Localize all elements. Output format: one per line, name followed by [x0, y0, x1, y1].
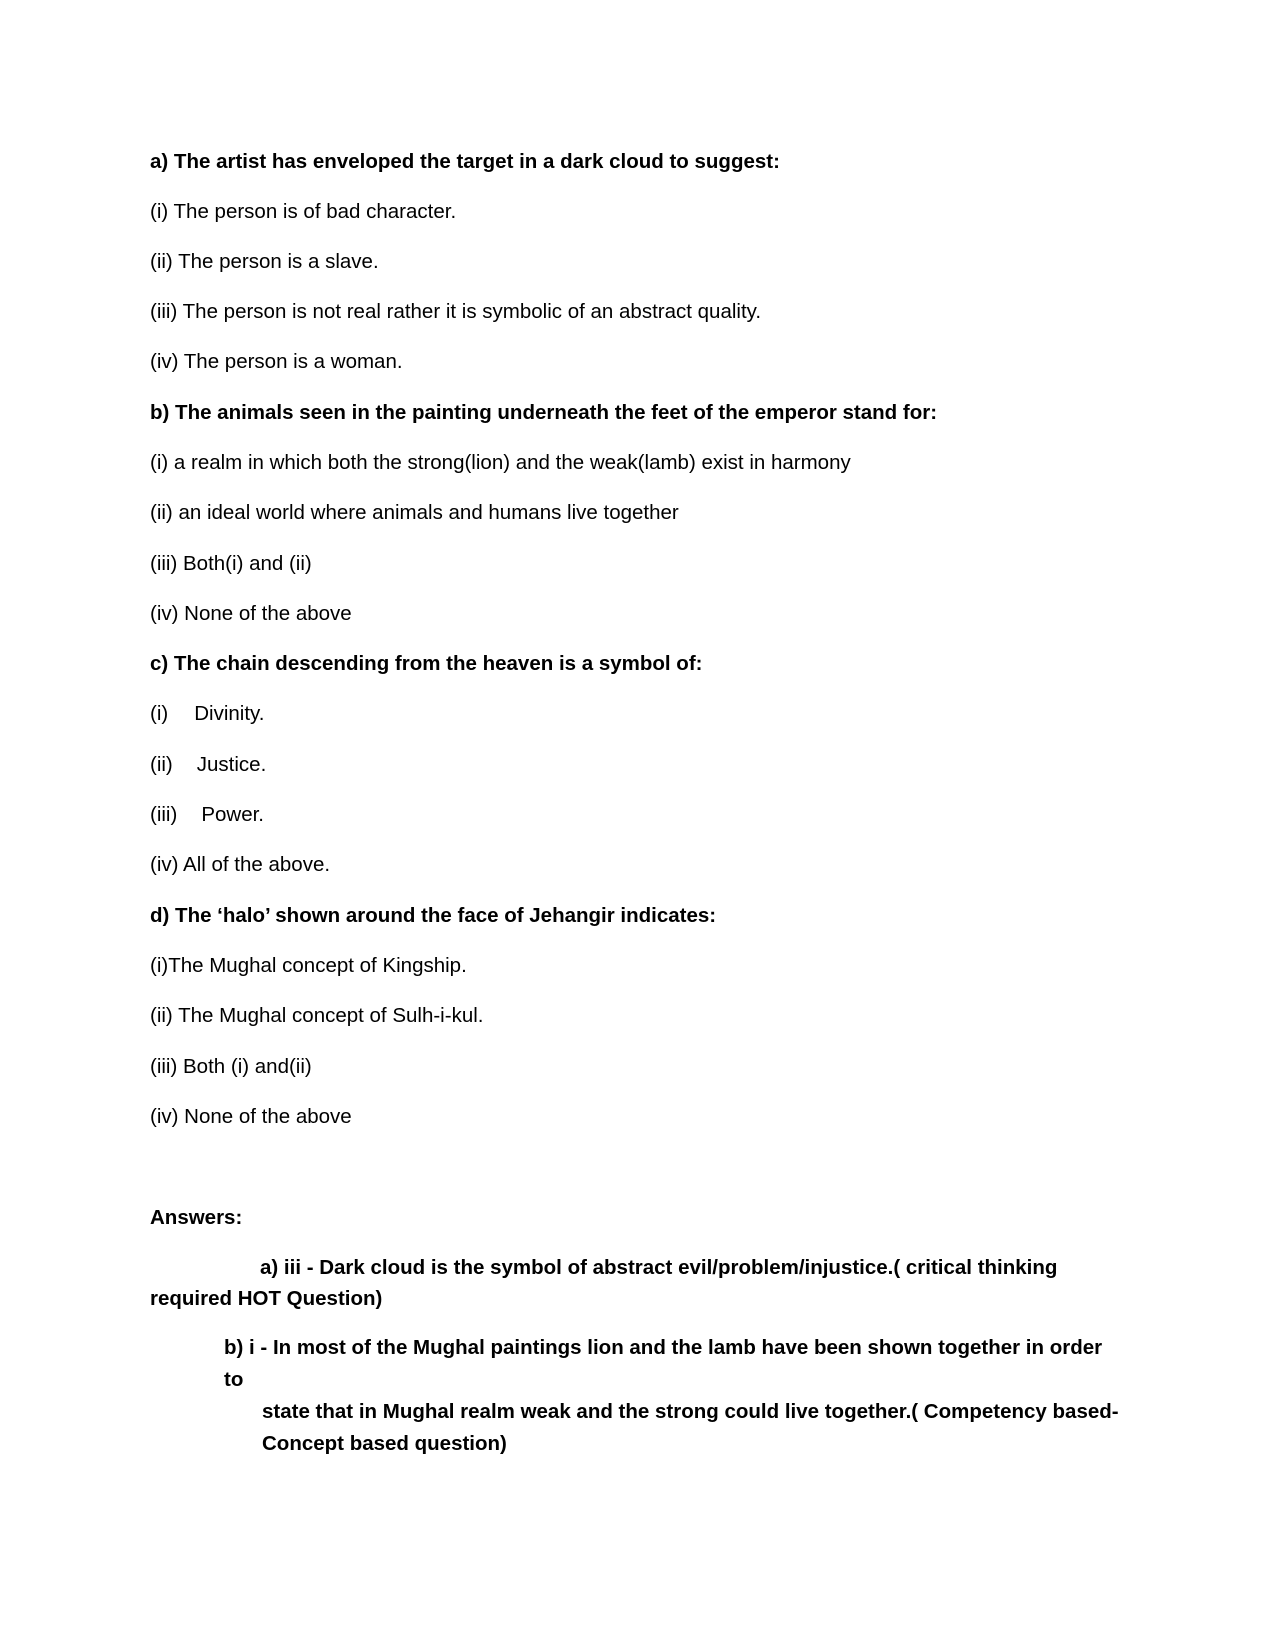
answer-a-line-2: required HOT Question) [150, 1287, 383, 1310]
question-d-prompt: d) The ‘halo’ shown around the face of Jehangir indicates: [150, 904, 717, 927]
question-a-prompt: a) The artist has enveloped the target in a dark cloud to suggest: [150, 150, 780, 173]
question-b-option-1: (i) a realm in which both the strong(lion) and the weak(lamb) exist in harmony [150, 451, 851, 474]
question-a-option-1: (i) The person is of bad character. [150, 200, 457, 223]
question-b-prompt: b) The animals seen in the painting underneath the feet of the emperor stand for: [150, 401, 938, 424]
question-d-option-4: (iv) None of the above [150, 1105, 352, 1128]
question-a-option-4: (iv) The person is a woman. [150, 350, 403, 373]
question-d-option-1: (i)The Mughal concept of Kingship. [150, 954, 467, 977]
question-c-option-2 [150, 753, 266, 777]
question-d-option-3: (iii) Both (i) and(ii) [150, 1055, 312, 1078]
question-b-option-2: (ii) an ideal world where animals and humans live together [150, 501, 679, 524]
question-d-option-2: (ii) The Mughal concept of Sulh-i-kul. [150, 1004, 484, 1027]
question-c-prompt: c) The chain descending from the heaven is a symbol of: [150, 652, 703, 675]
answer-b-line-2: state that in Mughal realm weak and the strong could live together.( Competency based- [262, 1400, 1119, 1423]
question-b-option-3: (iii) Both(i) and (ii) [150, 552, 312, 575]
option-label: (ii) [150, 753, 173, 776]
question-c-option-3 [150, 803, 264, 827]
question-a-option-2: (ii) The person is a slave. [150, 250, 379, 273]
option-text: Divinity. [194, 702, 265, 725]
answer-b-line-1: b) i - In most of the Mughal paintings lion and the lamb have been shown together in order to [224, 1336, 1103, 1391]
option-text: Justice. [196, 753, 267, 776]
answer-b [224, 1332, 1124, 1460]
answer-b-line-3: Concept based question) [262, 1432, 507, 1455]
answer-a-line-1: a) iii - Dark cloud is the symbol of abstract evil/problem/injustice.( critical thinking [260, 1256, 1058, 1279]
question-b-option-4: (iv) None of the above [150, 602, 352, 625]
option-label: (iii) [150, 803, 178, 826]
question-c-option-4: (iv) All of the above. [150, 853, 331, 876]
question-a-option-3: (iii) The person is not real rather it is symbolic of an abstract quality. [150, 300, 762, 323]
option-label: (i) [150, 702, 169, 725]
option-text: Power. [201, 803, 264, 826]
question-c-option-1 [150, 702, 264, 726]
answers-heading: Answers: [150, 1206, 243, 1229]
